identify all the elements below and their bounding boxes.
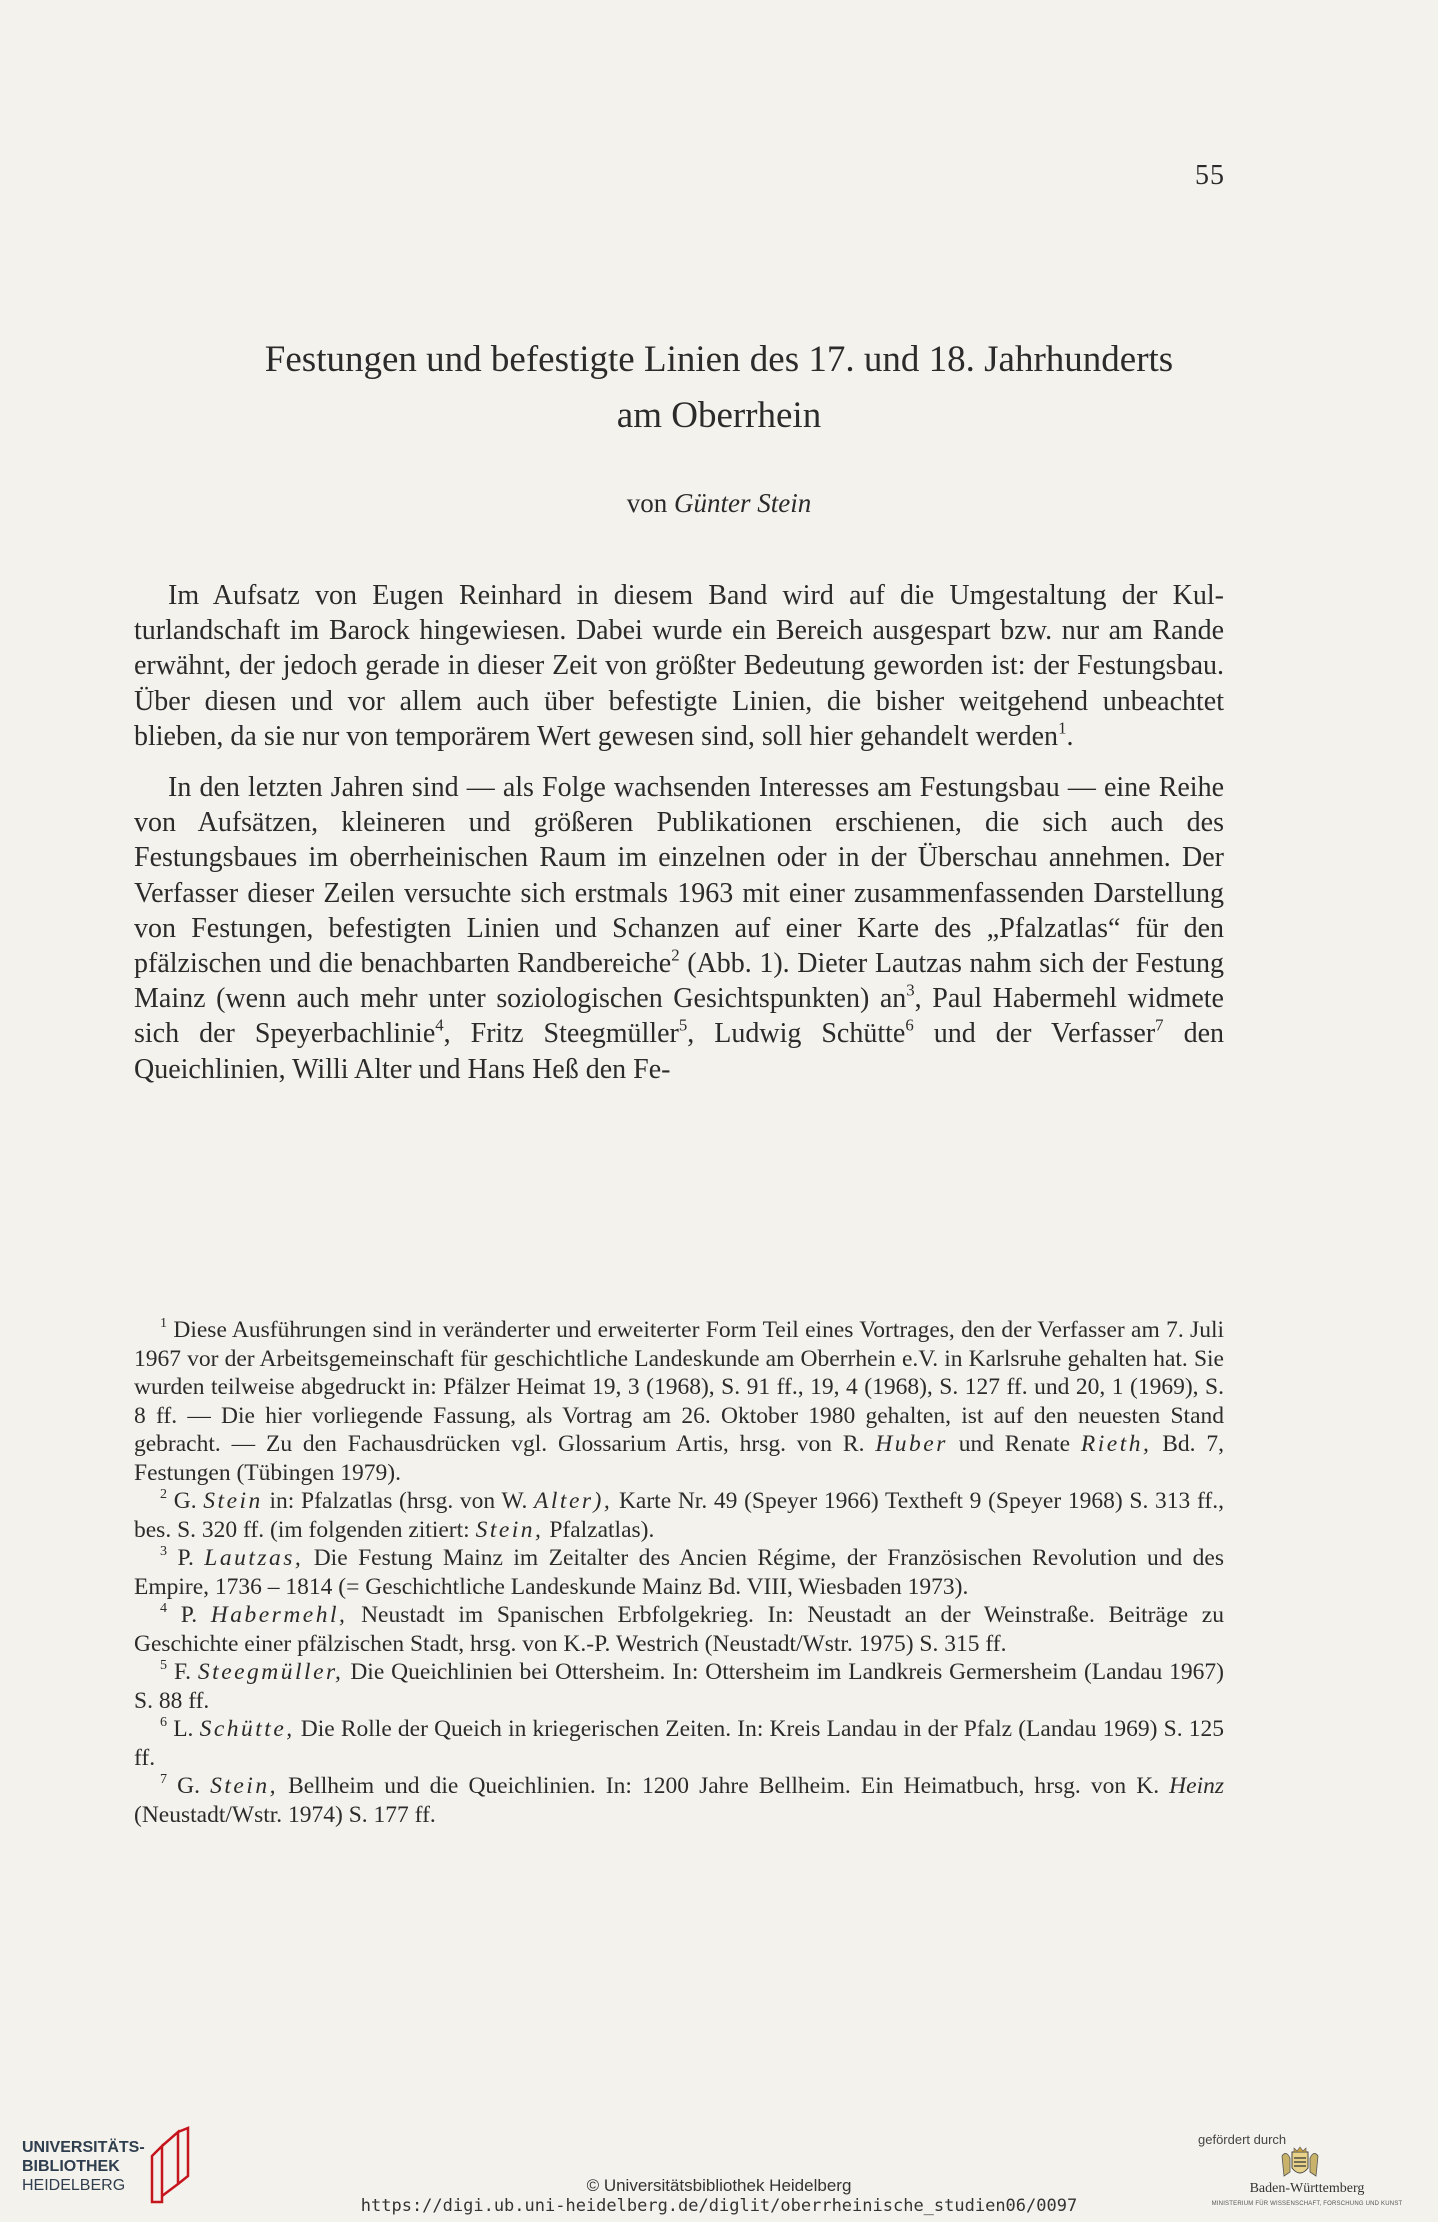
- footnote-7: [134, 1772, 1224, 1829]
- article-title-line-2: am Oberrhein: [616, 395, 822, 436]
- author-surname: Stein,: [475, 1516, 544, 1543]
- author-surname: Rieth,: [1080, 1431, 1152, 1457]
- footnote-text: G.: [167, 1773, 211, 1799]
- footnote-text: G.: [167, 1488, 204, 1514]
- footnote-text: F.: [167, 1659, 198, 1685]
- footnote-text: Karte Nr. 49 (Speyer 1966) Textheft 9 (Speyer 1968) S. 313 ff., bes. S. 320 ff. (im folgenden zitiert:: [134, 1488, 1224, 1543]
- footnote-number: 4: [160, 1600, 168, 1617]
- author-name: Günter Stein: [674, 488, 812, 518]
- paragraph-2: [134, 770, 1224, 1087]
- footnote-6: [134, 1715, 1224, 1772]
- paragraph-2-text: (Abb. 1). Dieter Lautzas nahm sich der Festung Mainz (wenn auch mehr unter soziologischen Gesichtspunkten) an: [134, 948, 1224, 1015]
- footnote-5: [134, 1658, 1224, 1715]
- footnote-ref: 7: [1155, 1015, 1164, 1035]
- author-surname: Lautzas,: [204, 1545, 304, 1571]
- byline-prefix: von: [626, 488, 668, 518]
- footnote-ref: 4: [435, 1015, 444, 1035]
- state-name: Baden-Württemberg: [1249, 2181, 1365, 2196]
- paragraph-2-text: , Ludwig Schütte: [687, 1018, 906, 1050]
- footnote-text: L.: [167, 1716, 200, 1742]
- footnote-4: [134, 1601, 1224, 1658]
- footnote-text: Diese Ausführungen sind in veränderter und erweiterter Form Teil eines Vortrages, den der Verfasser am 7. Juli 1967 vor der Arbeitsgemeinschaft für geschichtliche Landeskunde am Oberrhein e.V. in Karlsruhe gehalten hat. Sie wurden teilweise abgedruckt in: Pfälzer Heimat 19, 3 (1968), S. 91 ff., 19, 4 (1968), S. 127 ff. und 20, 1 (1969), S. 8 ff. — Die hier vorliegende Fassung, als Vortrag am 26. Oktober 1980 gehalten, ist auf den neuesten Stand gebracht. — Zu den Fachausdrücken vgl. Glossarium Artis, hrsg. von R.: [134, 1317, 1224, 1457]
- byline: [100, 488, 1338, 519]
- footnote-3: [134, 1544, 1224, 1601]
- paragraph-2-text: , Paul Habermehl widmete sich der Speyerbachlinie: [134, 983, 1224, 1050]
- library-name-line: UNIVERSITÄTS-: [22, 2139, 145, 2156]
- footnote-number: 6: [160, 1714, 168, 1731]
- source-url-link[interactable]: https://digi.ub.uni-heidelberg.de/diglit/oberrheinische_studien06/0097: [360, 2196, 1078, 2216]
- footnote-number: 7: [160, 1771, 168, 1788]
- author-surname: Alter),: [534, 1488, 613, 1514]
- footnote-text: Die Queichlinien bei Ottersheim. In: Ottersheim im Landkreis Germersheim (Landau 1967) S. 88 ff.: [134, 1659, 1224, 1714]
- article-title-line-1: Festungen und befestigte Linien des 17. und 18. Jahrhunderts: [264, 339, 1174, 380]
- footnote-text: Bd. 7, Festungen (Tübingen 1979).: [134, 1431, 1224, 1486]
- footnote-text: Die Festung Mainz im Zeitalter des Ancien Régime, der Französischen Revolution und des Empire, 1736 – 1814 (= Geschichtliche Landeskunde Mainz Bd. VIII, Wiesbaden 1973).: [134, 1545, 1225, 1600]
- author-surname: Steegmüller,: [197, 1659, 344, 1685]
- paragraph-2-text: und der Verfasser: [913, 1018, 1156, 1050]
- library-name-line: BIBLIOTHEK: [22, 2158, 120, 2175]
- author-surname: Habermehl,: [210, 1602, 348, 1628]
- footnote-2: [134, 1487, 1224, 1544]
- library-name-line: HEIDELBERG: [22, 2177, 126, 2194]
- paragraph-1: [134, 578, 1224, 754]
- footnote-ref: 6: [905, 1015, 914, 1035]
- paragraph-2-text: In den letzten Jahren sind — als Folge wachsenden Interesses am Festungsbau — eine Reihe von Aufsätzen, kleineren und größeren Publikationen erschienen, die sich auch des Festungsbaues im oberrheinischen Raum im einzelnen oder in der Überschau annehmen. Der Verfasser dieser Zeilen versuchte sich erstmals 1963 mit einer zusammenfassenden Darstellung von Festungen, befestigten Linien und Schanzen auf einer Karte des „Pfalzatlas“ für den pfälzischen und die benachbarten Randbereiche: [134, 772, 1224, 980]
- paragraph-1-text: Im Aufsatz von Eugen Reinhard in diesem Band wird auf die Umgestaltung der Kulturlandschaft im Barock hingewiesen. Dabei wurde ein Bereich ausgespart bzw. nur am Rande erwähnt, der jedoch gerade in dieser Zeit von größter Bedeutung geworden ist: der Festungsbau. Über diesen und vor allem auch über befestigte Linien, die bisher weitgehend unbeachtet blieben, da sie nur von temporärem Wert gewesen sind, soll hier gehandelt werden: [134, 580, 1224, 752]
- footnotes: [134, 1316, 1224, 1829]
- footnote-text: und Renate: [947, 1431, 1081, 1457]
- footnote-text: in: Pfalzatlas (hrsg. von W.: [262, 1488, 535, 1514]
- footnote-number: 1: [160, 1315, 168, 1332]
- author-surname: Schütte,: [199, 1716, 295, 1742]
- footnote-ref: 3: [906, 980, 915, 1000]
- ministry-name: MINISTERIUM FÜR WISSENSCHAFT, FORSCHUNG UND KUNST: [1211, 2201, 1403, 2207]
- funded-by-label: gefördert durch: [1198, 2132, 1287, 2147]
- footnote-text: Bellheim und die Queichlinien. In: 1200 Jahre Bellheim. Ein Heimatbuch, hrsg. von K.: [277, 1773, 1170, 1799]
- footnote-number: 2: [160, 1486, 168, 1503]
- paragraph-1-end: .: [1066, 720, 1074, 752]
- author-surname: Stein,: [210, 1773, 278, 1799]
- page-number: 55: [1195, 160, 1225, 191]
- footnote-text: (Neustadt/Wstr. 1974) S. 177 ff.: [134, 1801, 436, 1828]
- paragraph-2-text: den Queichlinien, Willi Alter und Hans Heß den Fe-: [134, 1018, 1224, 1085]
- footnote-text: P.: [167, 1602, 211, 1628]
- paragraph-2-text: , Fritz Steegmüller: [443, 1018, 679, 1050]
- article-title: [100, 332, 1338, 444]
- footnote-text: Pfalzatlas).: [543, 1516, 655, 1543]
- article-body: [134, 578, 1224, 1087]
- footnote-number: 5: [160, 1657, 168, 1674]
- footnote-text: Neustadt im Spanischen Erbfolgekrieg. In: Neustadt an der Weinstraße. Beiträge zu Geschichte einer pfälzischen Stadt, hrsg. von K.-P. Westrich (Neustadt/Wstr. 1975) S. 315 ff.: [134, 1602, 1224, 1657]
- copyright-notice: © Universitätsbibliothek Heidelberg: [586, 2176, 852, 2195]
- footnote-text: Die Rolle der Queich in kriegerischen Zeiten. In: Kreis Landau in der Pfalz (Landau 1969) S. 125 ff.: [134, 1716, 1224, 1771]
- editor-surname: Heinz: [1169, 1773, 1224, 1799]
- footnote-ref: 2: [671, 945, 680, 965]
- footnote-ref: 5: [678, 1015, 688, 1035]
- footnote-text: P.: [167, 1545, 205, 1571]
- footnote-ref: 1: [1058, 718, 1067, 738]
- coat-of-arms-icon: [1278, 2146, 1322, 2182]
- author-surname: Huber: [875, 1431, 948, 1457]
- author-surname: Stein: [203, 1488, 263, 1514]
- footnote-number: 3: [160, 1543, 168, 1560]
- footnote-1: [134, 1316, 1224, 1487]
